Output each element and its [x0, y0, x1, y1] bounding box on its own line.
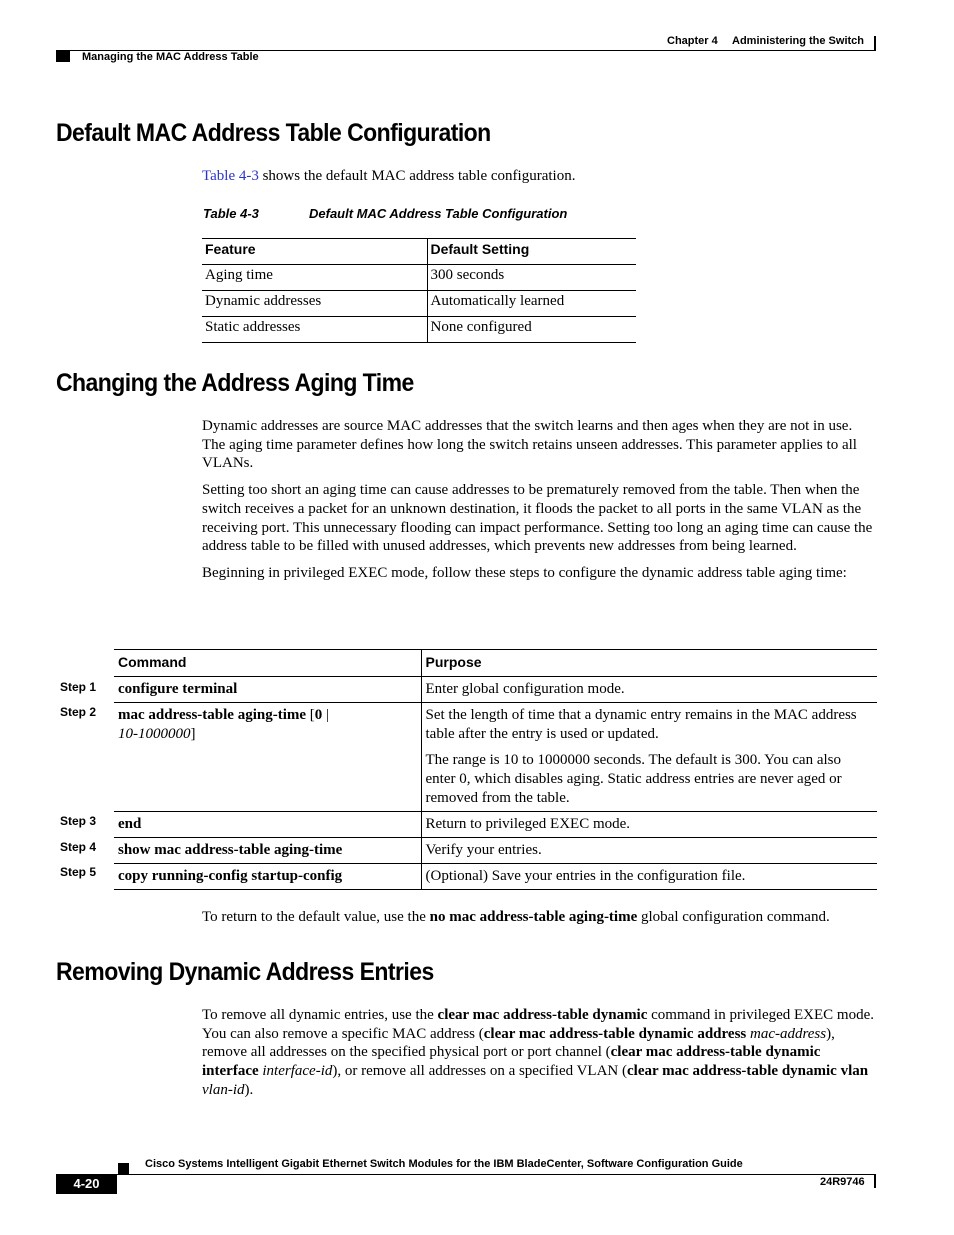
footer-tick — [874, 1174, 876, 1188]
doc-number: 24R9746 — [820, 1176, 865, 1188]
col-feature: Feature — [202, 239, 427, 265]
steps-table — [114, 649, 877, 890]
aging-body — [202, 417, 878, 591]
cell-purpose: Return to privileged EXEC mode. — [425, 815, 631, 832]
header-block — [56, 51, 70, 62]
guide-title: Cisco Systems Intelligent Gigabit Ethernet Switch Modules for the IBM BladeCenter, Software Configuration Guide — [145, 1158, 743, 1170]
cell-feature: Static addresses — [202, 317, 427, 343]
step-label: Step 3 — [60, 814, 97, 828]
cell-command: show mac address-table aging-time — [114, 837, 421, 863]
table-row — [114, 677, 877, 703]
paragraph: Beginning in privileged EXEC mode, follow these steps to configure the dynamic address table aging time: — [202, 564, 847, 581]
cell-setting: None configured — [430, 319, 532, 335]
footer-block — [118, 1163, 129, 1174]
page-number: 4-20 — [56, 1174, 117, 1194]
col-purpose: Purpose — [425, 654, 482, 670]
cell-command: configure terminal — [114, 677, 421, 703]
cell-command: end — [114, 811, 421, 837]
heading-aging-time: Changing the Address Aging Time — [56, 369, 414, 397]
step-label: Step 5 — [60, 865, 97, 879]
cell-setting: 300 seconds — [430, 267, 505, 283]
header-tick — [874, 36, 876, 50]
table-row — [114, 863, 877, 889]
cell-purpose: Set the length of time that a dynamic entry remains in the MAC address table after the entry is used or updated. The range is 10 to 1000000 seconds. The default is 300. You can also enter 0, which disables aging. Static address entries are never aged or removed from the table. — [425, 707, 857, 806]
table-row — [202, 291, 636, 317]
cell-command: copy running-config startup-config — [114, 863, 421, 889]
heading-default-mac: Default MAC Address Table Configuration — [56, 119, 491, 147]
chapter-label: Chapter 4 — [667, 35, 718, 47]
section-label: Managing the MAC Address Table — [82, 51, 259, 63]
cell-feature: Dynamic addresses — [202, 291, 427, 317]
cell-setting: Automatically learned — [430, 293, 565, 309]
table-row — [114, 837, 877, 863]
table-row — [114, 811, 877, 837]
intro-paragraph: Table 4-3 shows the default MAC address table configuration. — [202, 168, 576, 184]
cell-purpose: Verify your entries. — [425, 841, 542, 858]
removing-paragraph: To remove all dynamic entries, use the clear mac address-table dynamic command in privileged EXEC mode. You can also remove a specific MAC address (clear mac address-table dynamic address mac-address), remove all addresses on the specified physical port or port channel (clear mac address-table dynamic interface interface-id), or remove all addresses on a specified VLAN (clear mac address-table dynamic vlan vlan-id). — [202, 1007, 875, 1098]
heading-removing-entries: Removing Dynamic Address Entries — [56, 958, 434, 986]
col-command: Command — [114, 650, 421, 677]
table-row — [202, 317, 636, 343]
default-config-table — [202, 238, 636, 343]
step-label: Step 1 — [60, 680, 97, 694]
table-link[interactable]: Table 4-3 — [202, 168, 259, 184]
table-row — [202, 265, 636, 291]
footer-rule — [56, 1174, 876, 1175]
step-label: Step 4 — [60, 840, 97, 854]
table-caption-title: Default MAC Address Table Configuration — [309, 206, 568, 221]
cell-feature: Aging time — [202, 265, 427, 291]
table-caption-number: Table 4-3 — [203, 206, 259, 221]
cell-purpose: (Optional) Save your entries in the configuration file. — [425, 867, 746, 884]
default-value-note: To return to the default value, use the no mac address-table aging-time global configuration command. — [202, 909, 830, 925]
paragraph: Dynamic addresses are source MAC addresses that the switch learns and then ages when they are not in use. The aging time parameter defines how long the switch retains unseen addresses. This parameter applies to all VLANs. — [202, 418, 857, 472]
col-default-setting: Default Setting — [430, 241, 530, 257]
cell-command: mac address-table aging-time [0 | 10-1000000] — [114, 703, 421, 812]
chapter-title: Administering the Switch — [732, 35, 865, 47]
step-label: Step 2 — [60, 705, 97, 719]
paragraph: Setting too short an aging time can cause addresses to be prematurely removed from the table. Then when the switch receives a packet for an unknown destination, it floods the packet to all ports in the same VLAN as the receiving port. This unnecessary flooding can impact performance. Setting too long an aging time can cause the address table to be filled with unused addresses, which prevents new addresses from being learned. — [202, 482, 873, 555]
cell-purpose: Enter global configuration mode. — [425, 681, 625, 697]
table-row — [114, 703, 877, 812]
